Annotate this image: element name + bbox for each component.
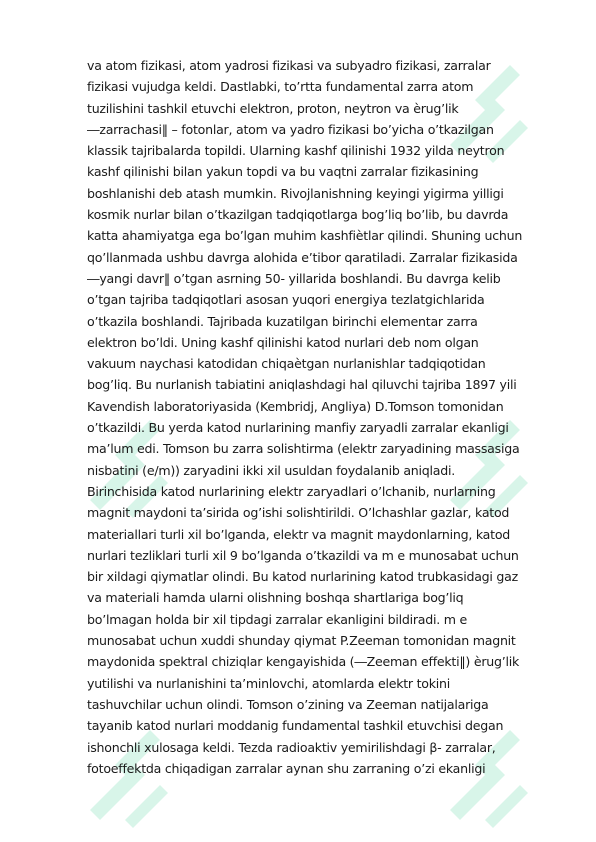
text-line: fizikasi vujudga keldi. Dastlabki, to’rtta fundamental zarra atom	[87, 79, 474, 95]
text-line: ―zarrachasi‖ – fotonlar, atom va yadro fizikasi bo’yicha o’tkazilgan	[87, 121, 494, 137]
text-line: bo’lmagan holda bir xil tipdagi zarralar ekanligini bildiradi. m e	[87, 611, 468, 627]
text-line: tuzilishini tashkil etuvchi elektron, proton, neytron va èrug’lik	[87, 100, 459, 116]
text-line: munosabat uchun xuddi shunday qiymat P.Zeeman tomonidan magnit	[87, 633, 516, 649]
text-line: ishonchli xulosaga keldi. Tezda radioaktiv yemirilishdagi β- zarralar,	[87, 739, 496, 755]
text-line: katta ahamiyatga ega bo’lgan muhim kashfiètlar qilindi. Shuning uchun	[87, 228, 523, 244]
text-line: elektron bo’ldi. Uning kashf qilinishi katod nurlari deb nom olgan	[87, 334, 479, 350]
text-line: materiallari turli xil bo’lganda, elektr va magnit maydonlarning, katod	[87, 526, 511, 542]
text-line: va materiali hamda ularni olishning boshqa shartlariga bog’liq	[87, 590, 464, 606]
text-line: o’tgan tajriba tadqiqotlari asosan yuqori energiya tezlatgichlarida	[87, 292, 485, 308]
text-line: ―yangi davr‖ o’tgan asrning 50- yillarida boshlandi. Bu davrga kelib	[87, 270, 501, 286]
text-line: magnit maydoni ta’sirida og’ishi solishtirildi. O’lchashlar gazlar, katod	[87, 505, 510, 521]
text-line: maydonida spektral chiziqlar kengayishida (―Zeeman effekti‖) èrug’lik	[87, 654, 520, 670]
text-line: kosmik nurlar bilan o’tkazilgan tadqiqotlarga bog’liq bo’lib, bu davrda	[87, 207, 509, 223]
text-line: klassik tajribalarda topildi. Ularning kashf qilinishi 1932 yilda neytron	[87, 143, 505, 159]
text-line: Kavendish laboratoriyasida (Kembridj, Angliya) D.Tomson tomonidan	[87, 398, 504, 414]
text-line: vakuum naychasi katodidan chiqaètgan nurlanishlar tadqiqotidan	[87, 356, 486, 372]
text-line: qo’llanmada ushbu davrga alohida e’tibor qaratiladi. Zarralar fizikasida	[87, 249, 518, 265]
body-text	[87, 55, 549, 779]
text-line: tashuvchilar uchun olindi. Tomson o’zining va Zeeman natijalariga	[87, 696, 489, 712]
text-line: nurlari tezliklari turli xil 9 bo’lganda o’tkazildi va m e munosabat uchun	[87, 547, 519, 563]
text-line: tayanib katod nurlari moddanig fundamental tashkil etuvchisi degan	[87, 718, 504, 734]
text-line: va atom fizikasi, atom yadrosi fizikasi va subyadro fizikasi, zarralar	[87, 58, 491, 73]
text-line: ma’lum edi. Tomson bu zarra solishtirma (elektr zaryadining massasiga	[87, 441, 520, 457]
text-line: bir xildagi qiymatlar olindi. Bu katod nurlarining katod trubkasidagi gaz	[87, 569, 518, 585]
text-line: fotoeffektda chiqadigan zarralar aynan shu zarraning o’zi ekanligi	[87, 760, 486, 776]
text-line: boshlanishi deb atash mumkin. Rivojlanishning keyingi yigirma yilligi	[87, 185, 504, 201]
text-line: yutilishi va nurlanishini ta’minlovchi, atomlarda elektr tokini	[87, 675, 451, 691]
text-line: o’tkazila boshlandi. Tajribada kuzatilgan birinchi elementar zarra	[87, 313, 478, 329]
text-line: nisbatini (e/m)) zaryadini ikki xil usuldan foydalanib aniqladi.	[87, 462, 455, 478]
text-line: kashf qilinishi bilan yakun topdi va bu vaqtni zarralar fizikasining	[87, 164, 479, 180]
text-line: Birinchisida katod nurlarining elektr zaryadlari o’lchanib, nurlarning	[87, 483, 496, 499]
text-line: bog’liq. Bu nurlanish tabiatini aniqlashdagi hal qiluvchi tajriba 1897 yili	[87, 377, 517, 393]
text-line: o’tkazildi. Bu yerda katod nurlarining manfiy zaryadli zarralar ekanligi	[87, 420, 509, 436]
